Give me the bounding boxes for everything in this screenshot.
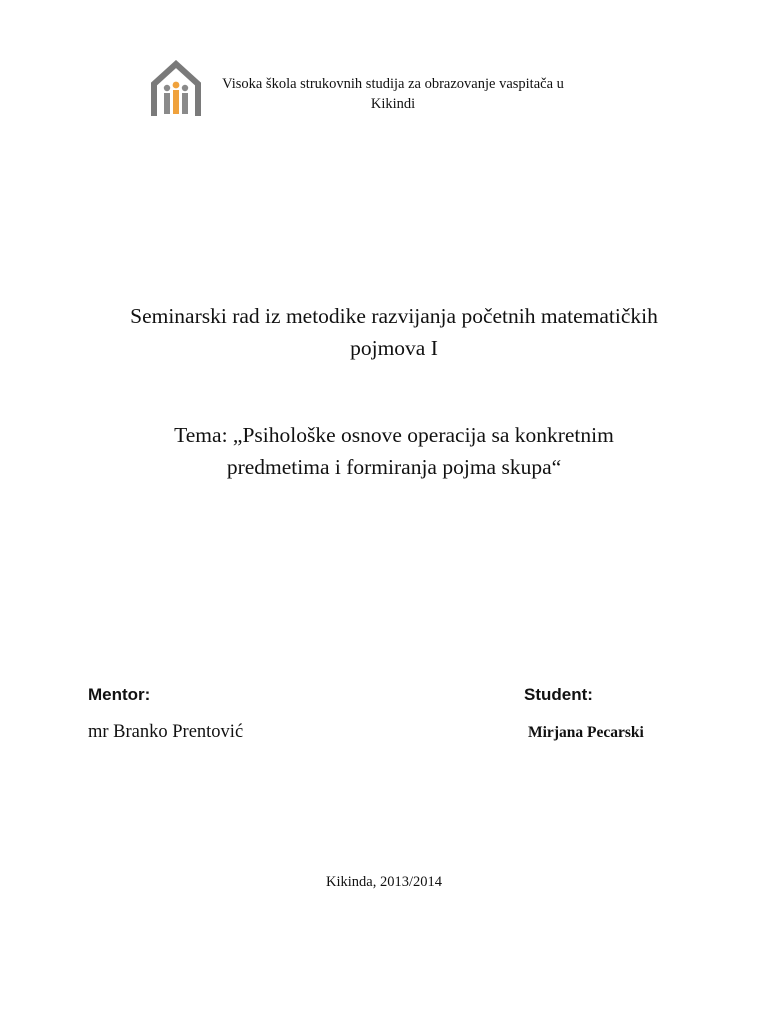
student-name: Mirjana Pecarski bbox=[528, 724, 644, 741]
topic-line-2: predmetima i formiranja pojma skupa“ bbox=[226, 455, 562, 479]
institution-name bbox=[208, 74, 578, 114]
mentor-label: Mentor: bbox=[88, 685, 151, 704]
institution-line-2: Kikindi bbox=[370, 96, 416, 112]
title-line-1: Seminarski rad iz metodike razvijanja početnih matematičkih bbox=[130, 304, 658, 328]
place-and-year: Kikinda, 2013/2014 bbox=[326, 874, 442, 890]
title-line-2: pojmova I bbox=[350, 336, 438, 360]
document-topic bbox=[80, 419, 708, 483]
school-house-logo-icon bbox=[150, 60, 202, 118]
institution-line-1: Visoka škola strukovnih studija za obrazovanje vaspitača u bbox=[222, 76, 564, 92]
mentor-name: mr Branko Prentović bbox=[88, 722, 244, 742]
document-title bbox=[80, 300, 708, 364]
student-label: Student: bbox=[524, 685, 593, 704]
topic-line-1: Tema: „Psihološke osnove operacija sa konkretnim bbox=[174, 423, 614, 447]
